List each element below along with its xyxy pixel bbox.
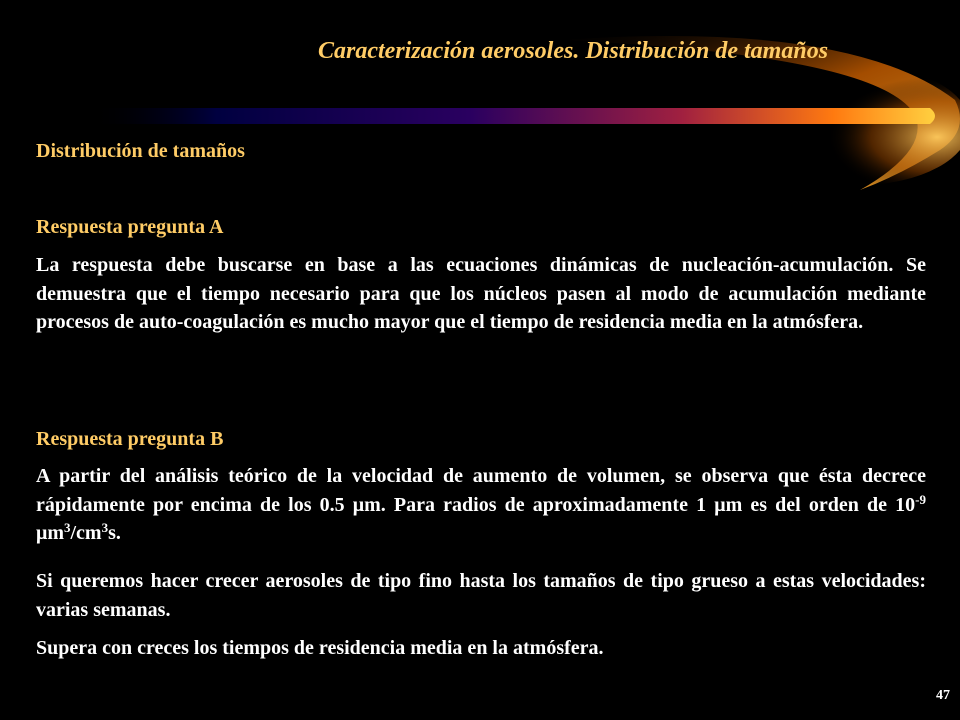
- exponent: 3: [64, 520, 71, 535]
- question-a-heading: Respuesta pregunta A: [36, 216, 224, 238]
- page-number: 47: [936, 688, 950, 703]
- question-b-paragraph-2: Si queremos hacer crecer aerosoles de tipo fino hasta los tamaños de tipo grueso a estas velocidades: varias semanas.: [36, 570, 926, 621]
- question-b-paragraph: [36, 462, 926, 548]
- exponent: -9: [915, 491, 926, 507]
- question-b-text-mid2: /cm: [70, 522, 102, 544]
- question-b-text-end: s.: [108, 522, 121, 544]
- question-b-paragraph-3: Supera con creces los tiempos de residencia media en la atmósfera.: [36, 637, 604, 659]
- question-b-text-lead: A partir del análisis teórico de la velocidad de aumento de volumen, se observa que ésta decrece rápidamente por encima de los 0.5 μm. Para radios de aproximadamente 1 μm es del orden de 10: [36, 465, 926, 516]
- question-b-heading: Respuesta pregunta B: [36, 428, 224, 450]
- decorative-swoosh: [0, 0, 960, 200]
- question-b-text-mid: μm: [36, 522, 64, 544]
- section-heading: Distribución de tamaños: [36, 140, 245, 162]
- slide-title: Caracterización aerosoles. Distribución de tamaños: [318, 38, 829, 64]
- exponent: 3: [101, 520, 109, 535]
- question-a-paragraph: La respuesta debe buscarse en base a las ecuaciones dinámicas de nucleación-acumulación. Se demuestra que el tiempo necesario para que los núcleos pasen al modo de acumulación mediante procesos de auto-coagulación es mucho mayor que el tiempo de residencia media en la atmósfera.: [36, 254, 926, 333]
